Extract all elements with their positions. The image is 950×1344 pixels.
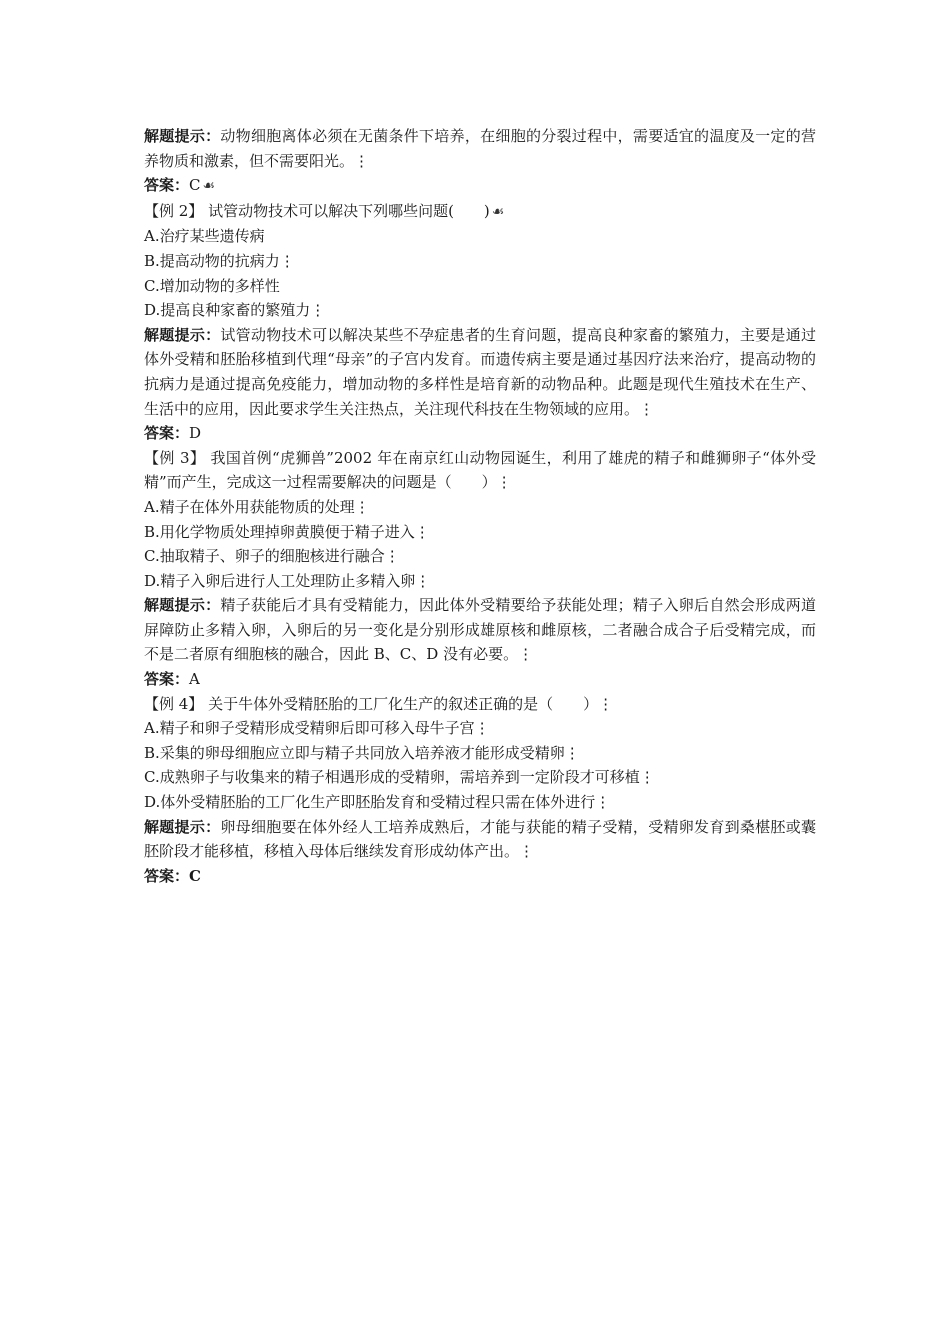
example-3-question [144, 446, 816, 495]
option-a: A.精子和卵子受精形成受精卵后即可移入母牛子宫⋮ [144, 719, 490, 738]
answer-line-4 [144, 864, 816, 889]
answer-line-1 [144, 173, 816, 199]
hint-text: 试管动物技术可以解决某些不孕症患者的生育问题，提高良种家畜的繁殖力，主要是通过体外受精和胚胎移植到代理“母亲”的子宫内发育。而遗传病主要是通过基因疗法来治疗，提高动物的抗病力是通过提高免疫能力，增加动物的多样性是培育新的动物品种。此题是现代生殖技术在生产、生活中的应用，因此要求学生关注热点，关注现代科技在生物领域的应用。⋮ [144, 325, 816, 418]
question-text: 我国首例“虎狮兽”2002 年在南京红山动物园诞生，利用了雄虎的精子和雌狮卵子“体外受精”而产生，完成这一过程需要解决的问题是（ ）⋮ [144, 448, 816, 492]
answer-value: A [189, 670, 200, 689]
example-label: 【例 2】 [144, 201, 204, 220]
answer-line-2 [144, 421, 816, 446]
example-2-question [144, 199, 816, 225]
hint-paragraph-1 [144, 124, 816, 173]
hint-label: 解题提示： [144, 325, 221, 344]
answer-line-3 [144, 667, 816, 692]
answer-value: D [189, 424, 202, 443]
example-label: 【例 3】 [144, 448, 206, 467]
option-c: C.抽取精子、卵子的细胞核进行融合⋮ [144, 547, 400, 566]
example-label: 【例 4】 [144, 694, 204, 713]
answer-value: C [189, 866, 201, 885]
document-body [144, 124, 816, 888]
option-a: A.治疗某些遗传病 [144, 227, 265, 246]
hand-mark-icon: ☙ [202, 178, 216, 195]
hint-label: 解题提示： [144, 127, 221, 145]
option-b: B.提高动物的抗病力⋮ [144, 251, 295, 270]
option-d: D.提高良种家畜的繁殖力⋮ [144, 301, 326, 320]
answer-label: 答案： [144, 670, 190, 689]
option-c: C.成熟卵子与收集来的精子相遇形成的受精卵，需培养到一定阶段才可移植⋮ [144, 768, 655, 787]
option-d: D.精子入卵后进行人工处理防止多精入卵⋮ [144, 571, 431, 590]
option-b: B.用化学物质处理掉卵黄膜便于精子进入⋮ [144, 522, 430, 541]
answer-value: C [189, 176, 201, 195]
answer-label: 答案： [144, 866, 190, 885]
hint-paragraph-2 [144, 323, 816, 421]
hint-label: 解题提示： [144, 596, 221, 615]
option-c: C.增加动物的多样性 [144, 276, 280, 295]
answer-label: 答案： [144, 424, 190, 443]
hint-paragraph-3 [144, 593, 816, 667]
hand-mark-icon: ☙ [491, 203, 505, 220]
option-b: B.采集的卵母细胞应立即与精子共同放入培养液才能形成受精卵⋮ [144, 743, 580, 762]
hint-text: 卵母细胞要在体外经人工培养成熟后，才能与获能的精子受精，受精卵发育到桑椹胚或囊胚阶段才能移植，移植入母体后继续发育形成幼体产出。⋮ [144, 817, 816, 861]
example-4-question [144, 692, 816, 717]
hint-label: 解题提示： [144, 817, 221, 836]
hint-text: 精子获能后才具有受精能力，因此体外受精要给予获能处理；精子入卵后自然会形成两道屏障防止多精入卵，入卵后的另一变化是分别形成雄原核和雌原核，二者融合成合子后受精完成，而不是二者原有细胞核的融合，因此 B、C、D 没有必要。⋮ [144, 596, 816, 664]
option-d: D.体外受精胚胎的工厂化生产即胚胎发育和受精过程只需在体外进行⋮ [144, 793, 611, 812]
question-text: 关于牛体外受精胚胎的工厂化生产的叙述正确的是（ ）⋮ [203, 694, 614, 713]
option-a: A.精子在体外用获能物质的处理⋮ [144, 497, 370, 516]
question-text: 试管动物技术可以解决下列哪些问题( ) [203, 201, 490, 220]
answer-label: 答案： [144, 176, 190, 195]
hint-text: 动物细胞离体必须在无菌条件下培养，在细胞的分裂过程中，需要适宜的温度及一定的营养物质和激素，但不需要阳光。⋮ [144, 127, 816, 170]
hint-paragraph-4 [144, 815, 816, 864]
